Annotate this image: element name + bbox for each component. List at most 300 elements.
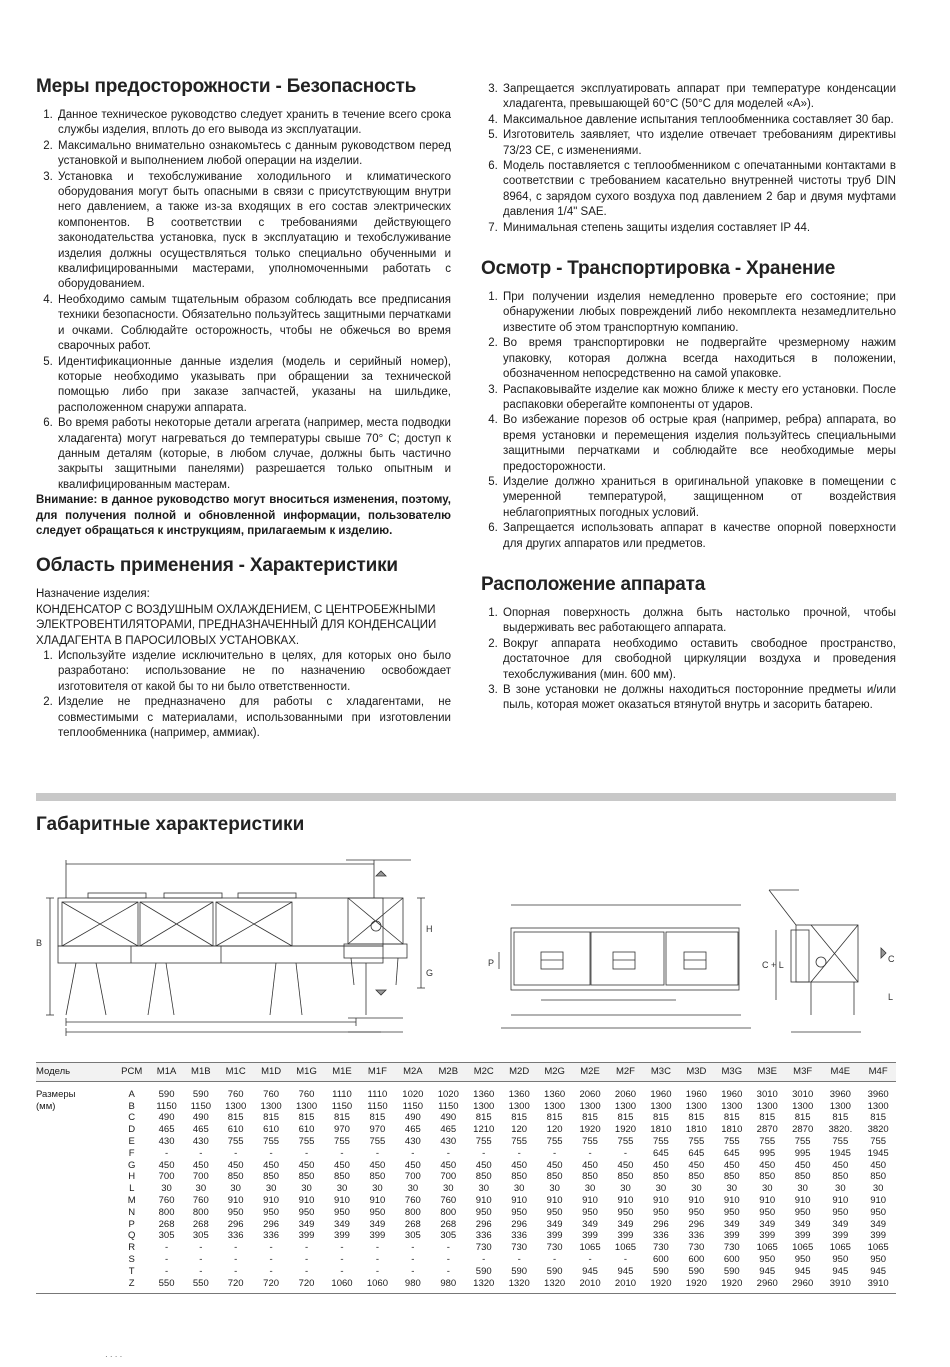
left-column [36, 76, 451, 757]
table-cell: 1945 [867, 1147, 889, 1159]
column-header-pcm: PCM [114, 1063, 149, 1082]
table-cell: 800 [404, 1206, 421, 1218]
table-cell: - [269, 1265, 273, 1277]
table-cell: 755 [263, 1135, 280, 1147]
row-key: N [128, 1206, 136, 1218]
row-key: G [128, 1159, 136, 1171]
table-cell: 815 [870, 1112, 887, 1124]
table-cell: 349 [582, 1218, 598, 1230]
table-cell: 850 [263, 1171, 280, 1183]
table-cell: 755 [227, 1135, 244, 1147]
table-cell: 1065 [579, 1242, 601, 1254]
table-row [36, 1254, 896, 1266]
table-cell: 950 [582, 1206, 598, 1218]
table-cell: 730 [511, 1242, 528, 1254]
table-cell: 850 [227, 1171, 244, 1183]
table-cell: 349 [794, 1218, 811, 1230]
row-key: D [128, 1124, 136, 1136]
table-cell: 450 [404, 1159, 421, 1171]
column-header: M3G [714, 1063, 749, 1082]
table-cell: 30 [872, 1183, 884, 1195]
table-row [36, 1183, 896, 1195]
table-cell: 349 [617, 1218, 634, 1230]
table-cell: 30 [797, 1183, 808, 1195]
table-cell: 950 [688, 1206, 705, 1218]
table-cell: 2960 [785, 1278, 820, 1294]
column-header: M2G [537, 1063, 572, 1082]
row-group-label: Размеры [36, 1088, 76, 1100]
table-cell: 30 [513, 1183, 525, 1195]
column-header: M2A [395, 1063, 430, 1082]
column-header: M1D [253, 1063, 288, 1082]
row-group-label [36, 1207, 114, 1219]
row-group-label [36, 1195, 114, 1207]
table-cell: 755 [298, 1135, 315, 1147]
table-cell: 336 [263, 1230, 280, 1242]
inspection-item: 2. Во время транспортировки не подвергайте чрезмерному нажим упаковку, которая должна всегда находиться в положении, обозначенном непосредственно на самой упаковке. [501, 336, 896, 382]
inspection-section [481, 258, 896, 552]
table-cell: 1300 [508, 1100, 530, 1112]
table-cell: 600 [688, 1253, 705, 1265]
table-cell: 945 [759, 1265, 776, 1277]
table-cell: 910 [369, 1194, 386, 1206]
table-cell: 2060 [614, 1088, 637, 1100]
table-cell: - [411, 1147, 415, 1159]
row-key: A [128, 1088, 135, 1100]
column-header: M2D [501, 1063, 536, 1082]
table-cell: 450 [511, 1159, 528, 1171]
table-cell: 755 [688, 1135, 705, 1147]
table-cell: - [482, 1253, 486, 1265]
table-cell: 590 [652, 1265, 669, 1277]
table-cell: - [446, 1242, 450, 1254]
column-header: M2E [572, 1063, 607, 1082]
table-cell: - [446, 1265, 450, 1277]
table-cell: 610 [227, 1124, 244, 1136]
table-cell: 450 [369, 1159, 386, 1171]
table-cell: 450 [298, 1159, 315, 1171]
safety-section [36, 76, 451, 539]
table-cell: 430 [404, 1135, 421, 1147]
table-cell: 550 [149, 1278, 183, 1294]
table-cell: 720 [289, 1278, 324, 1294]
table-row [36, 1101, 896, 1113]
table-cell: - [375, 1253, 379, 1265]
row-group-label [36, 1242, 114, 1254]
inspection-list [481, 290, 896, 552]
table-cell: 1150 [402, 1100, 424, 1112]
application-item: 2. Изделие не предназначено для работы с хладагентами, не совместимыми с материалами, использованными при изготовлении теплообменника (например, аммиак). [56, 695, 451, 741]
table-cell: 850 [511, 1171, 528, 1183]
table-cell: - [164, 1242, 169, 1254]
table-cell: 30 [478, 1183, 490, 1195]
table-cell: 815 [832, 1112, 849, 1124]
application-item: 6. Модель поставляется с теплообменником с опечатанными контактами в соответствии с требованием касательно внутренней чистоты труб DIN 8964, с зарядом сухого воздуха под давлением 2 бар и двумя муфтами давления 1/4" SAE. [501, 159, 896, 221]
table-cell: 450 [334, 1159, 350, 1171]
row-key: B [128, 1100, 135, 1112]
table-cell: 610 [263, 1124, 280, 1136]
table-row [36, 1195, 896, 1207]
table-cell: 755 [759, 1135, 776, 1147]
row-group-label [36, 1160, 114, 1172]
table-cell: 336 [652, 1230, 669, 1242]
table-cell: 1300 [756, 1100, 778, 1112]
table-cell: 950 [832, 1206, 849, 1218]
table-cell: 30 [443, 1183, 454, 1195]
table-cell: 305 [440, 1230, 457, 1242]
table-cell: 850 [688, 1171, 705, 1183]
row-group-label [36, 1124, 114, 1136]
column-header-model: Модель [36, 1063, 114, 1082]
table-cell: 490 [192, 1112, 209, 1124]
table-row [36, 1171, 896, 1183]
table-cell: 1320 [466, 1278, 501, 1294]
column-header: M1A [149, 1063, 183, 1082]
table-cell: 3010 [792, 1088, 814, 1100]
table-cell: - [269, 1242, 273, 1254]
table-cell: 1300 [721, 1100, 743, 1112]
table-cell: 1060 [360, 1278, 395, 1294]
table-cell: 450 [688, 1159, 705, 1171]
table-cell: 815 [546, 1112, 563, 1124]
table-cell: - [411, 1265, 415, 1277]
table-cell: - [164, 1265, 169, 1277]
inspection-item: 4. Во избежание порезов об острые края (например, ребра) аппарата, во время установки и перемещения изделия пользуйтесь специальными защитными перчатками и соблюдайте все необходимые меры предосторожности. [501, 413, 896, 475]
table-cell: 30 [407, 1183, 419, 1195]
label-g: G [426, 968, 434, 978]
table-cell: - [375, 1242, 379, 1254]
table-cell: 1020 [402, 1088, 424, 1100]
table-cell: 399 [334, 1230, 350, 1242]
table-cell: 3960 [867, 1088, 889, 1100]
row-key: Q [128, 1230, 136, 1242]
table-cell: 950 [263, 1206, 280, 1218]
table-cell: 1300 [544, 1100, 566, 1112]
table-cell: 1110 [367, 1088, 388, 1100]
table-cell: 950 [369, 1206, 386, 1218]
table-cell: 910 [263, 1194, 280, 1206]
table-cell: 815 [511, 1112, 528, 1124]
table-cell: 30 [549, 1183, 560, 1195]
inspection-item: 6. Запрещается использовать аппарат в качестве опорной поверхности для других аппаратов или предметов. [501, 521, 896, 552]
table-cell: 305 [192, 1230, 209, 1242]
table-cell: - [304, 1147, 309, 1159]
table-cell: - [340, 1242, 344, 1254]
table-cell: 30 [655, 1183, 667, 1195]
table-cell: 349 [369, 1218, 386, 1230]
placement-item: 2. Вокруг аппарата необходимо оставить свободное пространство, достаточное для свободной циркуляции воздуха и проведения техобслуживания (мин. 600 мм). [501, 637, 896, 683]
table-cell: 815 [334, 1112, 350, 1124]
table-cell: 1065 [867, 1242, 889, 1254]
column-header: M1F [360, 1063, 395, 1082]
table-row [36, 1242, 896, 1254]
table-cell: 610 [298, 1124, 315, 1136]
table-cell: 755 [832, 1135, 849, 1147]
table-row [36, 1207, 896, 1219]
table-cell: 815 [263, 1112, 280, 1124]
safety-title: Меры предосторожности - Безопасность [36, 76, 417, 97]
label-c: C [888, 954, 895, 964]
table-cell: 399 [369, 1230, 386, 1242]
table-cell: 30 [372, 1183, 383, 1195]
row-key: P [128, 1218, 135, 1230]
column-header: M3D [679, 1063, 714, 1082]
table-cell: 296 [475, 1218, 492, 1230]
placement-item: 1. Опорная поверхность должна быть настолько прочной, чтобы выдерживать вес работающего аппарата. [501, 606, 896, 637]
table-cell: 815 [298, 1112, 315, 1124]
table-cell: 760 [192, 1194, 209, 1206]
table-cell: 1300 [295, 1100, 318, 1112]
table-cell: 850 [369, 1171, 386, 1183]
table-cell: 760 [298, 1088, 315, 1100]
table-cell: 850 [652, 1171, 669, 1183]
table-cell: 1920 [679, 1278, 714, 1294]
table-row [36, 1136, 896, 1148]
row-group-label [36, 1278, 114, 1294]
placement-title: Расположение аппарата [481, 573, 706, 595]
row-key: C [128, 1112, 136, 1124]
label-cl: C + L [762, 960, 784, 970]
column-header: M3F [785, 1063, 820, 1082]
application-list-continued [481, 82, 896, 236]
table-cell: 970 [334, 1124, 350, 1136]
table-cell: 268 [192, 1218, 209, 1230]
table-cell: 399 [582, 1230, 598, 1242]
table-cell: 450 [546, 1159, 563, 1171]
inspection-item: 5. Изделие должно храниться в оригинальной упаковке в помещении с умеренной температурой, защищенном от воздействия неблагоприятных погодных условий. [501, 475, 896, 521]
inspection-item: 1. При получении изделия немедленно проверьте его состояние; при обнаружении любых повреждений либо некомплекта незамедлительно известите об этом транспортную компанию. [501, 290, 896, 336]
table-cell: 336 [475, 1230, 492, 1242]
table-row [36, 1112, 896, 1124]
table-cell: 645 [688, 1147, 705, 1159]
label-l: L [888, 992, 894, 1002]
table-cell: 850 [794, 1171, 811, 1183]
table-cell: - [199, 1242, 203, 1254]
table-cell: 910 [617, 1194, 634, 1206]
table-cell: 910 [546, 1194, 563, 1206]
safety-item: 1. Данное техническое руководство следует хранить в течение всего срока службы изделия, вплоть до его вывода из эксплуатации. [56, 108, 451, 139]
column-header: M1G [289, 1063, 324, 1082]
table-cell: 815 [794, 1112, 811, 1124]
table-cell: 399 [617, 1230, 634, 1242]
table-row [36, 1148, 896, 1160]
table-cell: 349 [298, 1218, 315, 1230]
table-cell: - [411, 1242, 415, 1254]
table-cell: 336 [511, 1230, 528, 1242]
table-cell: 815 [617, 1112, 634, 1124]
table-cell: 430 [158, 1135, 175, 1147]
table-cell: 850 [546, 1171, 563, 1183]
table-cell: - [234, 1147, 238, 1159]
table-cell: - [234, 1242, 238, 1254]
row-group-label [36, 1112, 114, 1124]
table-cell: 465 [158, 1124, 175, 1136]
table-cell: 450 [263, 1159, 280, 1171]
row-group-label [36, 1148, 114, 1160]
table-row [36, 1124, 896, 1136]
application-list [36, 649, 451, 741]
table-cell: 850 [298, 1171, 315, 1183]
table-row [36, 1081, 896, 1100]
table-cell: 730 [652, 1242, 669, 1254]
table-cell: 268 [158, 1218, 175, 1230]
table-cell: - [269, 1147, 273, 1159]
row-key: H [128, 1171, 136, 1183]
table-cell: - [411, 1253, 415, 1265]
column-header: M4E [820, 1063, 860, 1082]
placement-list [481, 606, 896, 714]
table-cell: 450 [192, 1159, 209, 1171]
row-group-label [36, 1266, 114, 1278]
table-cell: 945 [870, 1265, 887, 1277]
table-cell: 120 [511, 1124, 528, 1136]
table-cell: 349 [832, 1218, 849, 1230]
table-cell: 1360 [508, 1088, 530, 1100]
table-cell: - [517, 1147, 521, 1159]
row-group-label: (мм) [36, 1100, 56, 1112]
table-cell: 30 [584, 1183, 596, 1195]
footer-marks: · · · · [105, 1352, 123, 1361]
table-cell: 1065 [829, 1242, 851, 1254]
table-cell: 399 [546, 1230, 563, 1242]
table-cell: 730 [723, 1242, 740, 1254]
dimension-drawings [36, 850, 900, 1045]
table-cell: 120 [546, 1124, 563, 1136]
table-cell: 1065 [614, 1242, 637, 1254]
column-header: M3C [643, 1063, 678, 1082]
table-cell: 1150 [367, 1100, 388, 1112]
inspection-title: Осмотр - Транспортировка - Хранение [481, 258, 836, 280]
table-cell: 950 [832, 1253, 849, 1265]
table-cell: 268 [404, 1218, 421, 1230]
table-row [36, 1230, 896, 1242]
table-cell: - [269, 1253, 273, 1265]
table-cell: 2060 [579, 1088, 601, 1100]
dimensions-table [36, 1062, 896, 1294]
application-title: Область применения - Характеристики [36, 555, 398, 577]
table-cell: 700 [192, 1171, 209, 1183]
table-cell: 910 [582, 1194, 598, 1206]
table-cell: 30 [761, 1183, 773, 1195]
table-cell: - [588, 1253, 592, 1265]
table-cell: 1065 [756, 1242, 778, 1254]
table-cell: 430 [192, 1135, 209, 1147]
table-cell: 755 [334, 1135, 350, 1147]
top-view-drawing [488, 905, 751, 1028]
table-cell: 760 [158, 1194, 175, 1206]
table-row [36, 1160, 896, 1172]
table-cell: 1110 [332, 1088, 352, 1100]
table-cell: - [553, 1147, 557, 1159]
column-header: M1B [184, 1063, 218, 1082]
table-cell: 30 [161, 1183, 172, 1195]
table-cell: - [304, 1265, 309, 1277]
table-cell: 399 [759, 1230, 776, 1242]
table-cell: 970 [369, 1124, 386, 1136]
table-cell: 1945 [829, 1147, 851, 1159]
table-cell: 1300 [473, 1100, 495, 1112]
table-cell: 995 [759, 1147, 776, 1159]
table-cell: 950 [546, 1206, 563, 1218]
table-cell: 399 [870, 1230, 887, 1242]
table-cell: 1960 [650, 1088, 672, 1100]
table-cell: 1360 [473, 1088, 495, 1100]
table-cell: 645 [723, 1147, 740, 1159]
table-cell: 1300 [650, 1100, 672, 1112]
table-cell: 1065 [792, 1242, 814, 1254]
table-cell: 800 [192, 1206, 209, 1218]
label-b: B [36, 938, 43, 948]
safety-item: 6. Во время работы некоторые детали агрегата (например, места подводки хладагента) могут нагреваться до температуры свыше 70° С; доступ к данным деталям (которые, в любом случае, должны быть частично закрыты защитными панелями) разрешается только опытным и квалифицированным мастерам. [56, 416, 451, 493]
table-cell: 950 [759, 1206, 776, 1218]
table-cell: 349 [870, 1218, 887, 1230]
table-cell: 30 [336, 1183, 348, 1195]
application-item: 7. Минимальная степень защиты изделия составляет IP 44. [501, 221, 896, 236]
table-cell: 590 [475, 1265, 492, 1277]
table-cell: - [517, 1253, 521, 1265]
table-cell: 550 [184, 1278, 218, 1294]
table-cell: 296 [652, 1218, 669, 1230]
table-cell: 3910 [860, 1278, 896, 1294]
table-cell: 910 [832, 1194, 849, 1206]
table-cell: 850 [617, 1171, 634, 1183]
table-cell: 450 [617, 1159, 634, 1171]
label-h: H [426, 924, 433, 934]
table-cell: 450 [723, 1159, 740, 1171]
table-cell: 755 [652, 1135, 669, 1147]
application-item: 5. Изготовитель заявляет, что изделие отвечает требованиям директивы 73/23 CE, с изменениями. [501, 128, 896, 159]
table-cell: 755 [369, 1135, 386, 1147]
table-cell: 945 [617, 1265, 634, 1277]
table-cell: 336 [688, 1230, 705, 1242]
table-cell: 430 [440, 1135, 457, 1147]
table-cell: 950 [298, 1206, 315, 1218]
table-cell: - [234, 1265, 238, 1277]
table-cell: 590 [723, 1265, 740, 1277]
table-cell: 465 [404, 1124, 421, 1136]
table-cell: 910 [759, 1194, 776, 1206]
table-cell: 945 [794, 1265, 811, 1277]
table-cell: 1150 [190, 1100, 212, 1112]
application-section [36, 555, 451, 741]
table-cell: 720 [253, 1278, 288, 1294]
table-cell: 1300 [579, 1100, 601, 1112]
table-body [36, 1081, 896, 1294]
table-cell: 980 [431, 1278, 466, 1294]
safety-list [36, 108, 451, 493]
table-cell: - [304, 1242, 309, 1254]
table-cell: 1150 [331, 1100, 353, 1112]
column-header: M1C [218, 1063, 253, 1082]
table-cell: 30 [620, 1183, 631, 1195]
table-cell: 30 [195, 1183, 207, 1195]
table-cell: 2010 [572, 1278, 607, 1294]
table-cell: 465 [192, 1124, 209, 1136]
table-cell: 1210 [473, 1124, 495, 1136]
table-cell: 296 [227, 1218, 244, 1230]
table-cell: 755 [546, 1135, 563, 1147]
column-header: M3E [750, 1063, 785, 1082]
table-cell: 700 [440, 1171, 457, 1183]
table-cell: 950 [652, 1206, 669, 1218]
table-cell: 450 [158, 1159, 175, 1171]
table-cell: 760 [227, 1088, 244, 1100]
table-cell: - [588, 1147, 592, 1159]
table-cell: 30 [230, 1183, 241, 1195]
table-cell: - [199, 1147, 203, 1159]
table-cell: 950 [475, 1206, 492, 1218]
table-cell: 800 [440, 1206, 457, 1218]
